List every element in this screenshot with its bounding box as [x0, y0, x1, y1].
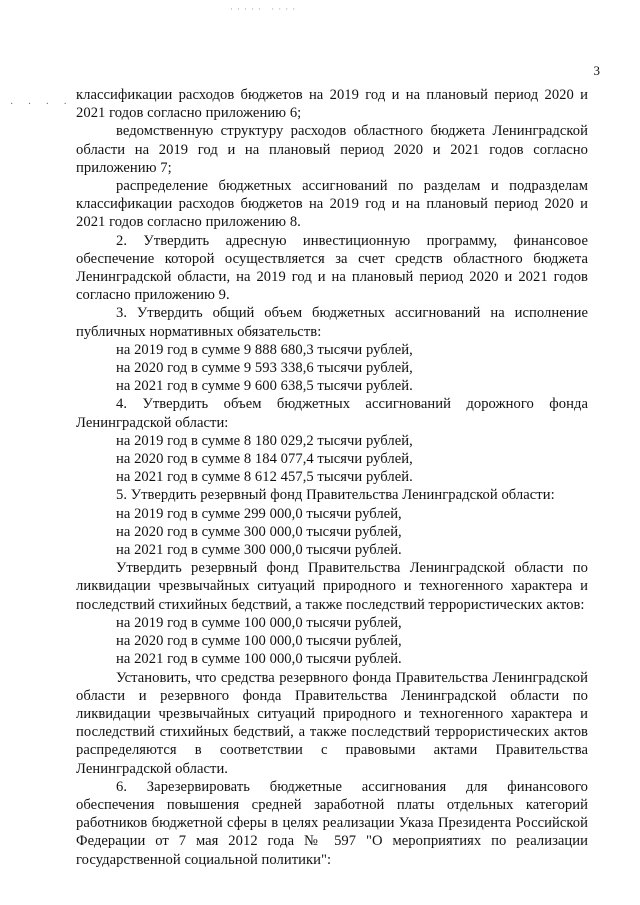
amount-line: на 2020 год в сумме 9 593 338,6 тысячи рублей,	[116, 360, 413, 377]
amount-line: на 2019 год в сумме 100 000,0 тысячи рублей,	[116, 614, 402, 631]
margin-dots: · · · ·	[10, 99, 73, 110]
paragraph: 6. Зарезервировать бюджетные ассигнования для финансового обеспечения повышения средней заработной платы отдельных категорий работников бюджетной сферы в целях реализации Указа Президента Российской Федерации от 7 мая 2012 года № 597 "О мероприятиях по реализации государственной социальной политики":	[76, 778, 588, 868]
amount-line: на 2020 год в сумме 8 184 077,4 тысячи рублей,	[116, 451, 413, 468]
page-number: 3	[593, 63, 600, 78]
amount-line: на 2021 год в сумме 100 000,0 тысячи рублей.	[116, 651, 402, 668]
paragraph: Установить, что средства резервного фонда Правительства Ленинградской области и резервного фонда Правительства Ленинградской области по ликвидации чрезвычайных ситуаций природного и техногенного характера и последствий стихийных бедствий, а также последствий террористических актов распределяются в соответствии с правовыми актами Правительства Ленинградской области.	[76, 669, 588, 777]
amount-line: на 2019 год в сумме 8 180 029,2 тысячи рублей,	[116, 432, 413, 449]
amount-line: на 2021 год в сумме 300 000,0 тысячи рублей.	[116, 542, 402, 559]
paragraph: классификации расходов бюджетов на 2019 год и на плановый период 2020 и 2021 годов согласно приложению 6;	[76, 87, 588, 122]
amount-line: на 2021 год в сумме 8 612 457,5 тысячи рублей.	[116, 469, 413, 486]
amount-line: на 2021 год в сумме 9 600 638,5 тысячи рублей.	[116, 378, 413, 395]
paragraph: Утвердить резервный фонд Правительства Ленинградской области по ликвидации чрезвычайных ситуаций природного и техногенного характера и последствий стихийных бедствий, а также последствий террористических актов:	[76, 560, 588, 613]
paragraph: ведомственную структуру расходов областного бюджета Ленинградской области на 2019 год и на плановый период 2020 и 2021 годов согласно приложению 7;	[76, 123, 588, 176]
paragraph: 5. Утвердить резервный фонд Правительства Ленинградской области:	[116, 487, 555, 504]
paragraph: 3. Утвердить общий объем бюджетных ассигнований на исполнение публичных нормативных обязательств:	[76, 305, 588, 340]
amount-line: на 2020 год в сумме 300 000,0 тысячи рублей,	[116, 523, 402, 540]
amount-line: на 2019 год в сумме 9 888 680,3 тысячи рублей,	[116, 341, 413, 358]
paragraph: 2. Утвердить адресную инвестиционную программу, финансовое обеспечение которой осуществляется за счет средств областного бюджета Ленинградской области, на 2019 год и на плановый период 2020 и 2021 годов согласно приложению 9.	[76, 232, 588, 304]
paragraph: распределение бюджетных ассигнований по разделам и подразделам классификации расходов бюджетов на 2019 год и на плановый период 2020 и 2021 годов согласно приложению 8.	[76, 178, 588, 231]
scan-artifact-marks: ····· ····	[230, 4, 300, 14]
amount-line: на 2019 год в сумме 299 000,0 тысячи рублей,	[116, 505, 402, 522]
paragraph: 4. Утвердить объем бюджетных ассигнований дорожного фонда Ленинградской области:	[76, 396, 588, 431]
document-body	[76, 86, 588, 869]
amount-line: на 2020 год в сумме 100 000,0 тысячи рублей,	[116, 633, 402, 650]
